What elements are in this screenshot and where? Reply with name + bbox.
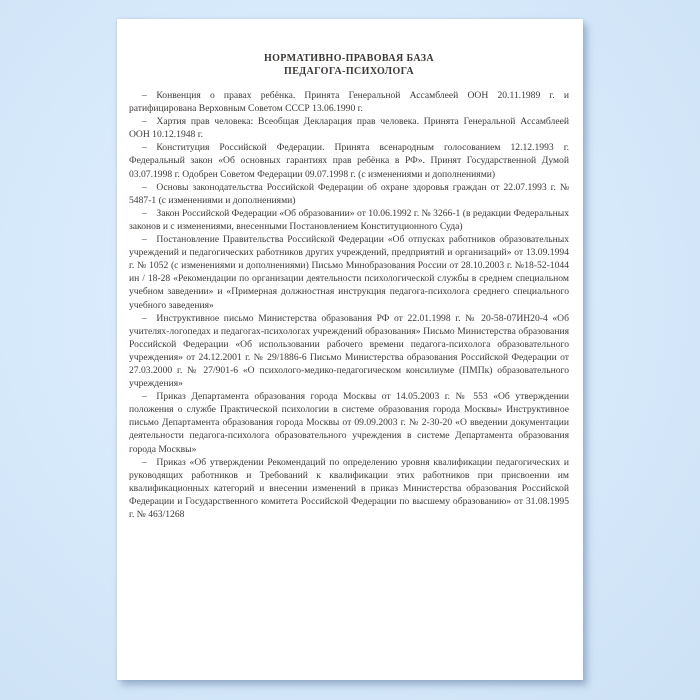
document-title-line2: ПЕДАГОГА-ПСИХОЛОГА [284, 66, 414, 77]
document-paragraph: – Конституция Российской Федерации. Принята всенародным голосованием 12.12.1993 г. Федеральный закон «Об основных гарантиях прав ребёнка в РФ». Принят Государственной Думой 03.07.1998 г. Одобрен Советом Федерации 09.07.1998 г. (с изменениями и дополнениями) [129, 142, 569, 180]
document-paragraph: – Конвенция о правах ребёнка. Принята Генеральной Ассамблеей ООН 20.11.1989 г. и ратифицирована Верховным Советом СССР 13.06.1990 г. [129, 90, 569, 115]
document-body [129, 89, 569, 521]
document-title [129, 52, 569, 78]
document-paragraph: – Приказ Департамента образования города Москвы от 14.05.2003 г. № 553 «Об утверждении положения о службе Практической психологии в системе образования города Москвы» Инструктивное письмо Департамента образования города Москвы от 09.09.2003 г. № 2-30-20 «О введении документации деятельности педагога-психолога образовательного учреждения в системе Департамента образования города Москвы» [129, 391, 569, 455]
document-paragraph: – Закон Российской Федерации «Об образовании» от 10.06.1992 г. № 3266-1 (в редакции Федеральных законов и с изменениями, внесенными Постановлением Конституционного Суда) [129, 207, 569, 232]
document-paragraph: – Постановление Правительства Российской Федерации «Об отпусках работников образовательных учреждений и педагогических работников других учреждений, предприятий и организаций» от 13.09.1994 г. № 1052 (с изменениями и дополнениями) Письмо Минобразования России от 28.10.2003 г. №18-52-1044 ин / 18-28 «Рекомендации по организации деятельности психологической службы в среднем специальном учебном заведении» и «Примерная должностная инструкция педагога-психолога среднего специального учебного заведения» [129, 234, 569, 311]
document-paragraph: – Приказ «Об утверждении Рекомендаций по определению уровня квалификации педагогических и руководящих работников и Требований к квалификации этих работников при присвоении им квалификационных категорий и внесении изменений в приказ Министерства образования Российской Федерации и Государственного комитета Российской Федерации по высшему образованию» от 31.08.1995 г. № 463/1268 [129, 456, 569, 520]
document-page [117, 19, 583, 680]
document-paragraph: – Инструктивное письмо Министерства образования РФ от 22.01.1998 г. № 20-58-07ИН20-4 «Об учителях-логопедах и педагогах-психологах учреждений образования» Письмо Министерства образования Российской Федерации «Об использовании рабочего времени педагога-психолога образовательного учреждения» от 24.12.2001 г. № 29/1886-6 Письмо Министерства образования Российской Федерации от 27.03.2000 г. № 27/901-6 «О психолого-медико-педагогическом консилиуме (ПМПк) образовательного учреждения» [129, 312, 569, 390]
document-paragraph: – Хартия прав человека: Всеобщая Декларация прав человека. Принята Генеральной Ассамблеей ООН 10.12.1948 г. [129, 116, 569, 141]
document-title-line1: НОРМАТИВНО-ПРАВОВАЯ БАЗА [263, 53, 435, 64]
document-paragraph: – Основы законодательства Российской Федерации об охране здоровья граждан от 22.07.1993 г. № 5487-1 (с изменениями и дополнениями) [129, 181, 569, 206]
